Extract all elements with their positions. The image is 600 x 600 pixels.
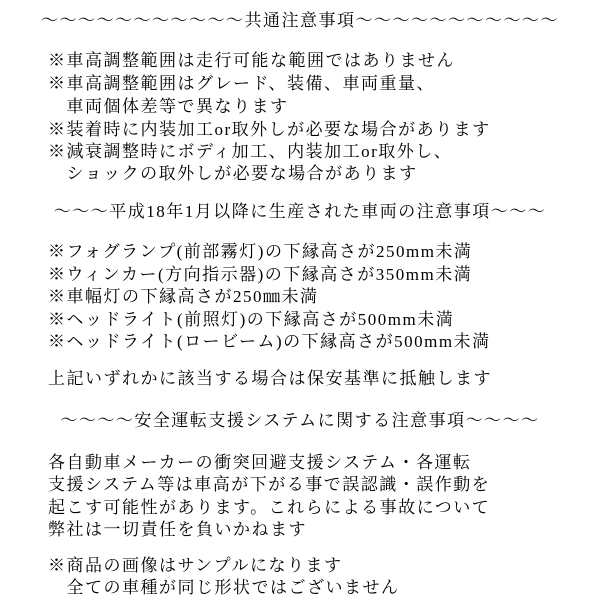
notice-line-safety-standard-violation: 上記いずれかに該当する場合は保安基準に抵触します [48,369,492,388]
notice-line-adjust-range-varies: ※車高調整範囲はグレード、装備、車両重量、 [48,74,435,93]
section-header-heisei18: ～～～平成18年1月以降に生産された車両の注意事項～～～ [53,202,547,221]
notice-line-assist-systems-1: 各自動車メーカーの衝突回避支援システム・各運転 [48,453,472,472]
notice-line-adjust-range-varies-cont: 車両個体差等で異なります [48,97,289,116]
notice-line-lowbeam-height: ※ヘッドライト(ロービーム)の下縁高さが500mm未満 [48,332,491,351]
section-header-common: ～～～～～～～～～～～共通注意事項～～～～～～～～～～～ [41,11,559,30]
notice-line-damping-adjust-work: ※減衰調整時にボディ加工、内装加工or取外し、 [48,142,453,161]
notice-line-sample-image: ※商品の画像はサンプルになります [48,556,343,575]
notice-line-adjust-range-not-drivable: ※車高調整範囲は走行可能な範囲ではありません [48,51,455,70]
notice-line-damping-adjust-work-cont: ショックの取外しが必要な場合があります [48,164,418,183]
notice-line-assist-systems-2: 支援システム等は車高が下がる事で誤認識・誤作動を [48,475,491,494]
section-header-driver-assist: ～～～～安全運転支援システムに関する注意事項～～～～ [60,411,540,430]
notice-line-assist-systems-3: 起こす可能性があります。これらによる事故について [48,498,491,517]
notice-line-winker-height: ※ウィンカー(方向指示器)の下縁高さが350mm未満 [48,265,473,284]
notice-line-assist-systems-4: 弊社は一切責任を負いかねます [48,520,307,539]
notice-line-interior-work-required: ※装着時に内装加工or取外しが必要な場合があります [48,120,491,139]
notice-line-foglamp-height: ※フォグランプ(前部霧灯)の下縁高さが250mm未満 [48,242,473,261]
notice-line-headlight-height: ※ヘッドライト(前照灯)の下縁高さが500mm未満 [48,310,455,329]
notice-line-sample-image-cont: 全ての車種が同じ形状ではございません [48,578,400,597]
notice-line-sidelamp-height: ※車幅灯の下縁高さが250㎜未満 [48,287,319,306]
